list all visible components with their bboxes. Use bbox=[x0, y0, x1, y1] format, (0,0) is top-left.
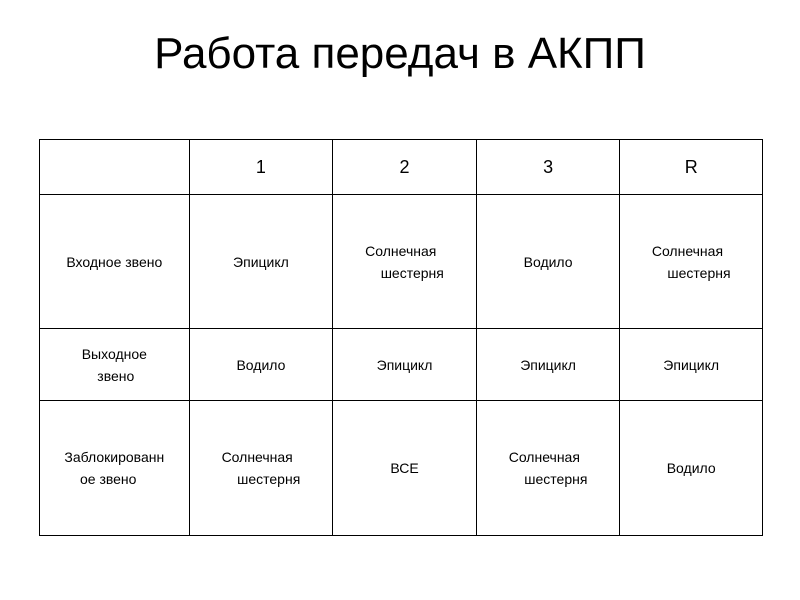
header-cell-gear-2: 2 bbox=[333, 140, 477, 195]
table-cell: Водило bbox=[620, 401, 763, 536]
header-cell-empty bbox=[40, 140, 190, 195]
row-label-input-member: Входное звено bbox=[40, 195, 190, 329]
row-label-output-member: Выходное звено bbox=[40, 329, 190, 401]
table-row-output-member bbox=[40, 329, 763, 401]
table-cell: Эпицикл bbox=[476, 329, 620, 401]
table-row-input-member bbox=[40, 195, 763, 329]
header-cell-gear-1: 1 bbox=[189, 140, 333, 195]
slide-title: Работа передач в АКПП bbox=[154, 29, 646, 78]
table-cell: Солнечная шестерня bbox=[620, 195, 763, 329]
row-label-locked-member: Заблокированн ое звено bbox=[40, 401, 190, 536]
header-cell-gear-3: 3 bbox=[476, 140, 620, 195]
header-row bbox=[40, 140, 763, 195]
header-cell-gear-r: R bbox=[620, 140, 763, 195]
table-cell: Солнечная шестерня bbox=[476, 401, 620, 536]
table-cell: ВСЕ bbox=[333, 401, 477, 536]
table-cell: Водило bbox=[189, 329, 333, 401]
table-cell: Солнечная шестерня bbox=[189, 401, 333, 536]
table-cell: Эпицикл bbox=[333, 329, 477, 401]
table-cell: Водило bbox=[476, 195, 620, 329]
table-row-locked-member bbox=[40, 401, 763, 536]
gear-table bbox=[39, 139, 763, 536]
table-cell: Эпицикл bbox=[189, 195, 333, 329]
table-cell: Солнечная шестерня bbox=[333, 195, 477, 329]
table-cell: Эпицикл bbox=[620, 329, 763, 401]
